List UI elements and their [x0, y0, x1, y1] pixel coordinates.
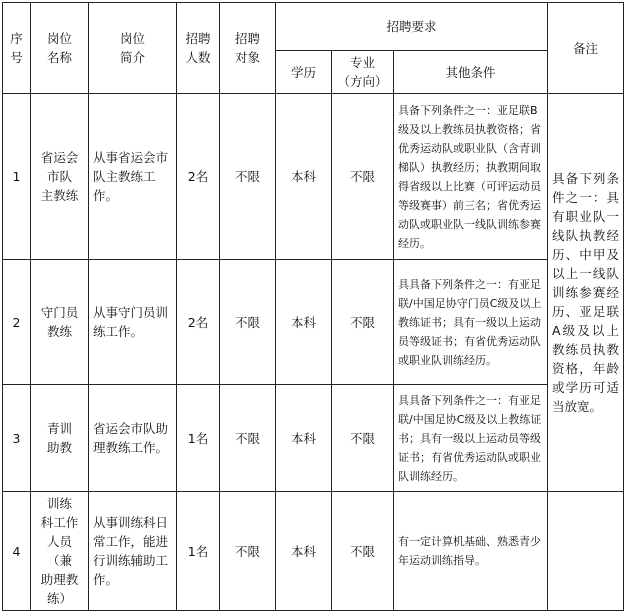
row-major: 不限 [332, 94, 394, 260]
header-other-conditions: 其他条件 [394, 51, 548, 94]
row-headcount: 1名 [177, 385, 220, 492]
header-target: 招聘 对象 [220, 3, 276, 94]
row-education: 本科 [276, 260, 332, 385]
row-position-intro: 从事省运会市队主教练工作。 [89, 94, 177, 260]
recruitment-table [2, 2, 624, 611]
table-row [3, 94, 624, 260]
row-target: 不限 [220, 385, 276, 492]
row-position-name: 训练 科工作 人员（兼 助理教 练） [31, 492, 89, 611]
row-major: 不限 [332, 260, 394, 385]
header-headcount: 招聘 人数 [177, 3, 220, 94]
row-target: 不限 [220, 260, 276, 385]
row-headcount: 2名 [177, 94, 220, 260]
table-row [3, 385, 624, 492]
row-target: 不限 [220, 492, 276, 611]
row-education: 本科 [276, 94, 332, 260]
row-education: 本科 [276, 385, 332, 492]
row-major: 不限 [332, 385, 394, 492]
row-seq: 3 [3, 385, 31, 492]
remark-empty-cell [548, 492, 624, 611]
header-education: 学历 [276, 51, 332, 94]
row-seq: 2 [3, 260, 31, 385]
row-other-conditions: 有一定计算机基础、熟悉青少年运动训练指导。 [394, 492, 548, 611]
table-row [3, 260, 624, 385]
row-other-conditions: 具具备下列条件之一：有亚足联/中国足协C级及以上教练证书；具有一级以上运动员等级证书；有省优秀运动队或职业队训练经历。 [394, 385, 548, 492]
row-position-name: 青训 助教 [31, 385, 89, 492]
header-position-intro: 岗位 简介 [89, 3, 177, 94]
row-major: 不限 [332, 492, 394, 611]
row-position-intro: 从事训练科日常工作，能进行训练辅助工作。 [89, 492, 177, 611]
table-row [3, 492, 624, 611]
row-headcount: 2名 [177, 260, 220, 385]
header-seq: 序 号 [3, 3, 31, 94]
header-major: 专业 （方向） [332, 51, 394, 94]
row-position-intro: 从事守门员训练工作。 [89, 260, 177, 385]
row-headcount: 1名 [177, 492, 220, 611]
remark-cell: 具备下列条件之一：具有职业队一线队执教经历、中甲及以上一线队训练参赛经历、亚足联A级及以上教练员执教资格，年龄或学历可适当放宽。 [548, 94, 624, 492]
row-position-intro: 省运会市队助理教练工作。 [89, 385, 177, 492]
row-education: 本科 [276, 492, 332, 611]
header-requirements: 招聘要求 [276, 3, 548, 51]
row-position-name: 省运会 市队 主教练 [31, 94, 89, 260]
row-other-conditions: 具备下列条件之一：亚足联B级及以上教练员执教资格；省优秀运动队或职业队（含青训梯队）执教经历；执教期间取得省级以上比赛（可评运动员等级赛事）前三名；省优秀运动队或职业队一线队训练参赛经历。 [394, 94, 548, 260]
row-seq: 1 [3, 94, 31, 260]
row-target: 不限 [220, 94, 276, 260]
header-remark: 备注 [548, 3, 624, 94]
row-other-conditions: 具具备下列条件之一：有亚足联/中国足协守门员C级及以上教练证书；具有一级以上运动员等级证书；有省优秀运动队或职业队训练经历。 [394, 260, 548, 385]
header-row-1 [3, 3, 624, 51]
row-seq: 4 [3, 492, 31, 611]
row-position-name: 守门员 教练 [31, 260, 89, 385]
header-position-name: 岗位 名称 [31, 3, 89, 94]
